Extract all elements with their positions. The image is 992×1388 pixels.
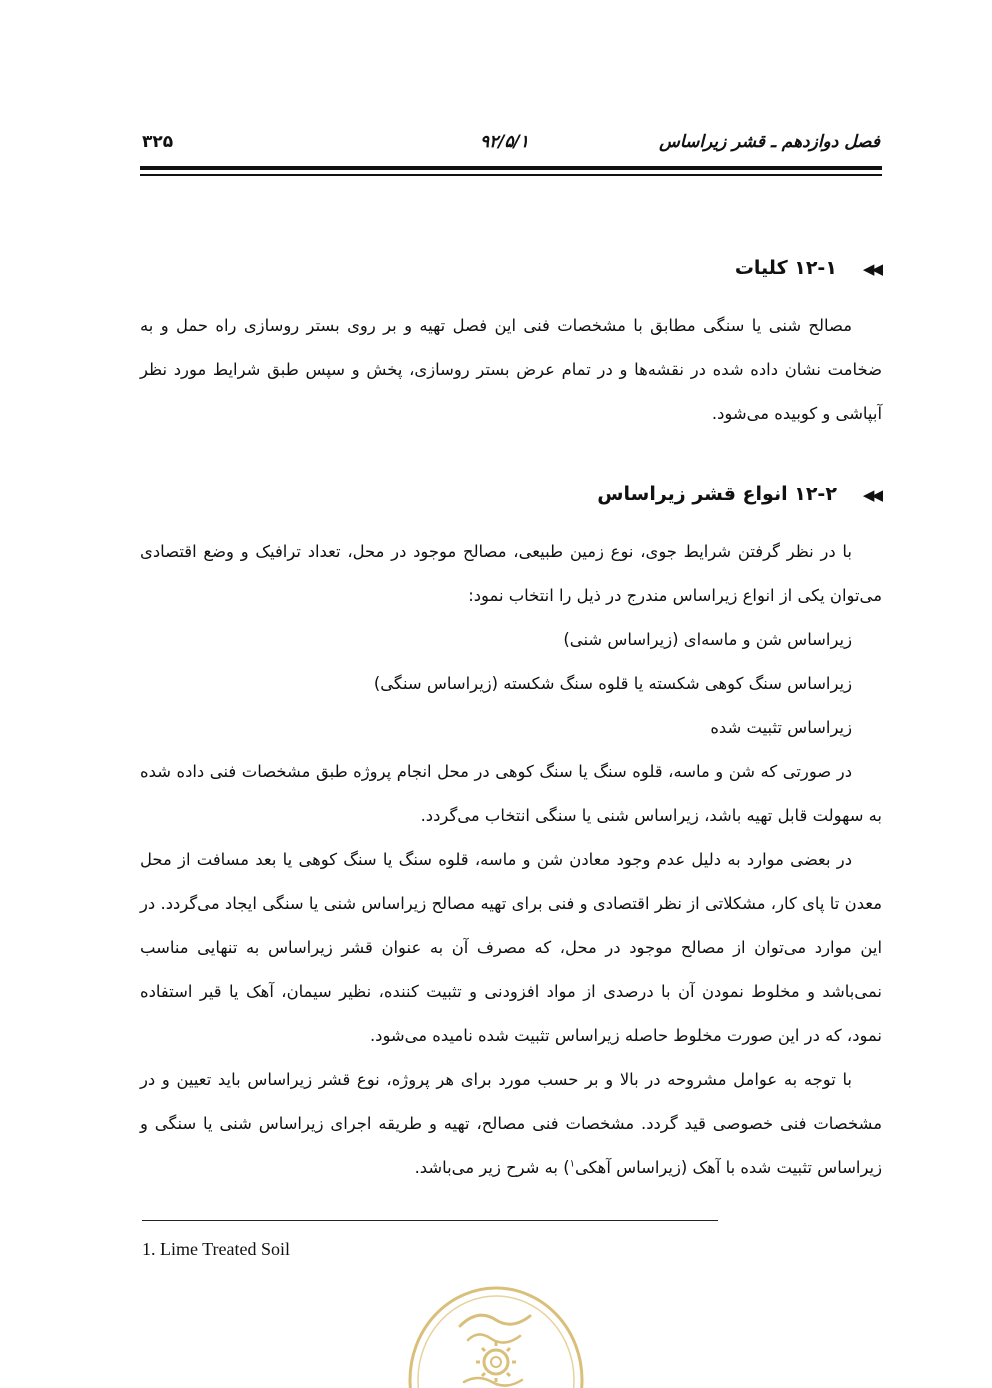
paragraph-conclusion: با توجه به عوامل مشروحه در بالا و بر حسب مورد برای هر پروژه، نوع قشر زیراساس باید تعیین و در مشخصات فنی خصوصی قید گردد. مشخصات فنی مصالح، تهیه و طریقه اجرای زیراساس شنی یا سنگی و زیراساس تثبیت شده با آهک (زیراساس آهکی$^۱$) به شرح زیر می‌باشد.	[140, 1070, 882, 1177]
page-number: ۳۲۵	[142, 132, 174, 152]
double-arrow-icon: ◀◀	[862, 260, 880, 278]
list-item: زیراساس تثبیت شده	[710, 718, 852, 737]
double-arrow-icon: ◀◀	[862, 486, 880, 504]
list-item: زیراساس شن و ماسه‌ای (زیراساس شنی)	[563, 630, 852, 649]
header-rule-thick	[140, 166, 882, 170]
header-rule-thin	[140, 174, 882, 176]
paragraph-intro: با در نظر گرفتن شرایط جوی، نوع زمین طبیعی، مصالح موجود در محل، تعداد ترافیک و وضع اقتصادی می‌توان یکی از انواع زیراساس مندرج در ذیل را انتخاب نمود:	[140, 542, 882, 605]
list-item: زیراساس سنگ کوهی شکسته یا قلوه سنگ شکسته (زیراساس سنگی)	[373, 674, 852, 693]
paragraph-general: مصالح شنی یا سنگی مطابق با مشخصات فنی این فصل تهیه و بر روی بستر روسازی راه حمل و به ضخامت نشان داده شده در نقشه‌ها و در تمام عرض بستر روسازی، پخش و سپس طبق شرایط مورد نظر آبپاشی و کوبیده می‌شود.	[140, 316, 882, 423]
date-code: ۹۲/۵/۱	[480, 132, 529, 152]
chapter-title: فصل دوازدهم ـ قشر زیراساس	[659, 132, 880, 152]
section-title: ۱۲-۲ انواع قشر زیراساس	[597, 483, 837, 505]
publisher-logo	[398, 1284, 594, 1388]
section-title: ۱۲-۱ کلیات	[734, 257, 837, 279]
paragraph-stabilized: در بعضی موارد به دلیل عدم وجود معادن شن و ماسه، قلوه سنگ یا سنگ کوهی یا بعد مسافت از محل معدن تا پای کار، مشکلاتی از نظر اقتصادی و فنی برای تهیه مصالح زیراساس شنی یا سنگی ایجاد می‌گردد. در این موارد می‌توان از مصالح موجود در محل، که مصرف آن به عنوان قشر زیراساس به تنهایی مناسب نمی‌باشد و مخلوط نمودن آن با درصدی از مواد افزودنی و تثبیت کننده، نظیر سیمان، آهک یا قیر استفاده نمود، که در این صورت مخلوط حاصله زیراساس تثبیت شده نامیده می‌شود.	[140, 850, 882, 1045]
footnote-ref[interactable]: ۱	[569, 1158, 575, 1170]
footnote-rule	[142, 1220, 718, 1221]
footnote: 1. Lime Treated Soil	[142, 1239, 290, 1259]
paragraph-gravel-selection: در صورتی که شن و ماسه، قلوه سنگ یا سنگ کوهی در محل انجام پروژه طبق مشخصات فنی داده شده به سهولت قابل تهیه باشد، زیراساس شنی یا سنگی انتخاب می‌گردد.	[140, 762, 882, 825]
section-heading-general	[735, 254, 880, 283]
section-heading-types	[597, 480, 880, 509]
